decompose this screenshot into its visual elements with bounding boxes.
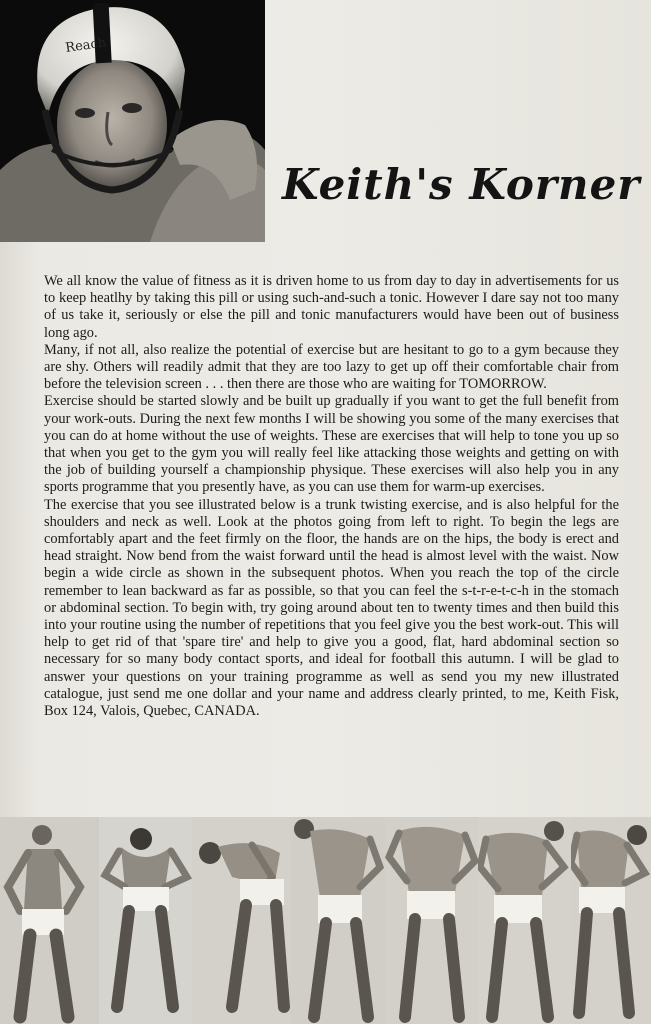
page-title: Keith's Korner (282, 160, 641, 209)
exercise-figure (571, 817, 651, 1024)
exercise-photo-2 (99, 817, 192, 1024)
article-paragraph: Many, if not all, also realize the potential of exercise but are hesitant to go to a gym because they are shy. Others will readily admit that they are too lazy to get up off their comfortable chair from before the television screen . . . then there are those who are waiting for TOMORROW. (44, 341, 619, 393)
exercise-photo-strip (0, 817, 651, 1024)
exercise-photo-7 (571, 817, 651, 1024)
exercise-photo-6 (478, 817, 571, 1024)
exercise-figure (192, 817, 290, 1024)
exercise-figure (478, 817, 571, 1024)
portrait-photo (0, 0, 265, 242)
article-paragraph: We all know the value of fitness as it is driven home to us from day to day in advertisements for us to keep heatlhy by taking this pill or using such-and-such a tonic. However I dare say not too many of us take it, seriously or else the pill and tonic manufacturers would have been out of business long ago. (44, 273, 619, 341)
article-paragraph: Exercise should be started slowly and be built up gradually if you want to get the full benefit from your work-outs. During the next few months I will be showing you some of the many exercises that you can do at home without the use of weights. These are exercises that will help to tone you up so that when you get to the gym you will really feel like attacking those weights and getting on with the job of building yourself a championship physique. These exercises will also help you in any sports programme that you presently have, as you can use them for warm-up exercises. (44, 393, 619, 496)
article-paragraph: The exercise that you see illustrated below is a trunk twisting exercise, and is also helpful for the shoulders and neck as well. Look at the photos going from left to right. To begin the legs are comfortably apart and the feet firmly on the floor, the hands are on the hips, the body is erect and head straight. Now bend from the waist forward until the head is almost level with the waist. Now begin a wide circle as shown in the subsequent photos. When you reach the top of the circle remember to lean backward as far as possible, so that you can feel the s-t-r-e-t-c-h in the stomach or abdominal section. To begin with, try going around about ten to twenty times and then build this into your routine using the number of repetitions that you feel give you the best work-out. This will help to get rid of that 'spare tire' and help to give you a good, flat, hard abdominal section so necessary for so many body contact sports, and ideal for football this autumn. I will be glad to answer your questions on your training programme as well as send you my new illustrated catalogue, just send me one dollar and your name and address clearly printed, to me, Keith Fisk, Box 124, Valois, Quebec, CANADA. (44, 496, 619, 720)
exercise-figure (290, 817, 385, 1024)
exercise-figure (385, 817, 478, 1024)
exercise-figure (0, 817, 99, 1024)
exercise-photo-1 (0, 817, 99, 1024)
exercise-photo-5 (385, 817, 478, 1024)
article-body (44, 273, 619, 720)
portrait-illustration (0, 0, 265, 242)
helmet-text: Reach (64, 35, 108, 56)
exercise-figure (99, 817, 192, 1024)
exercise-photo-3 (192, 817, 290, 1024)
exercise-photo-4 (290, 817, 385, 1024)
